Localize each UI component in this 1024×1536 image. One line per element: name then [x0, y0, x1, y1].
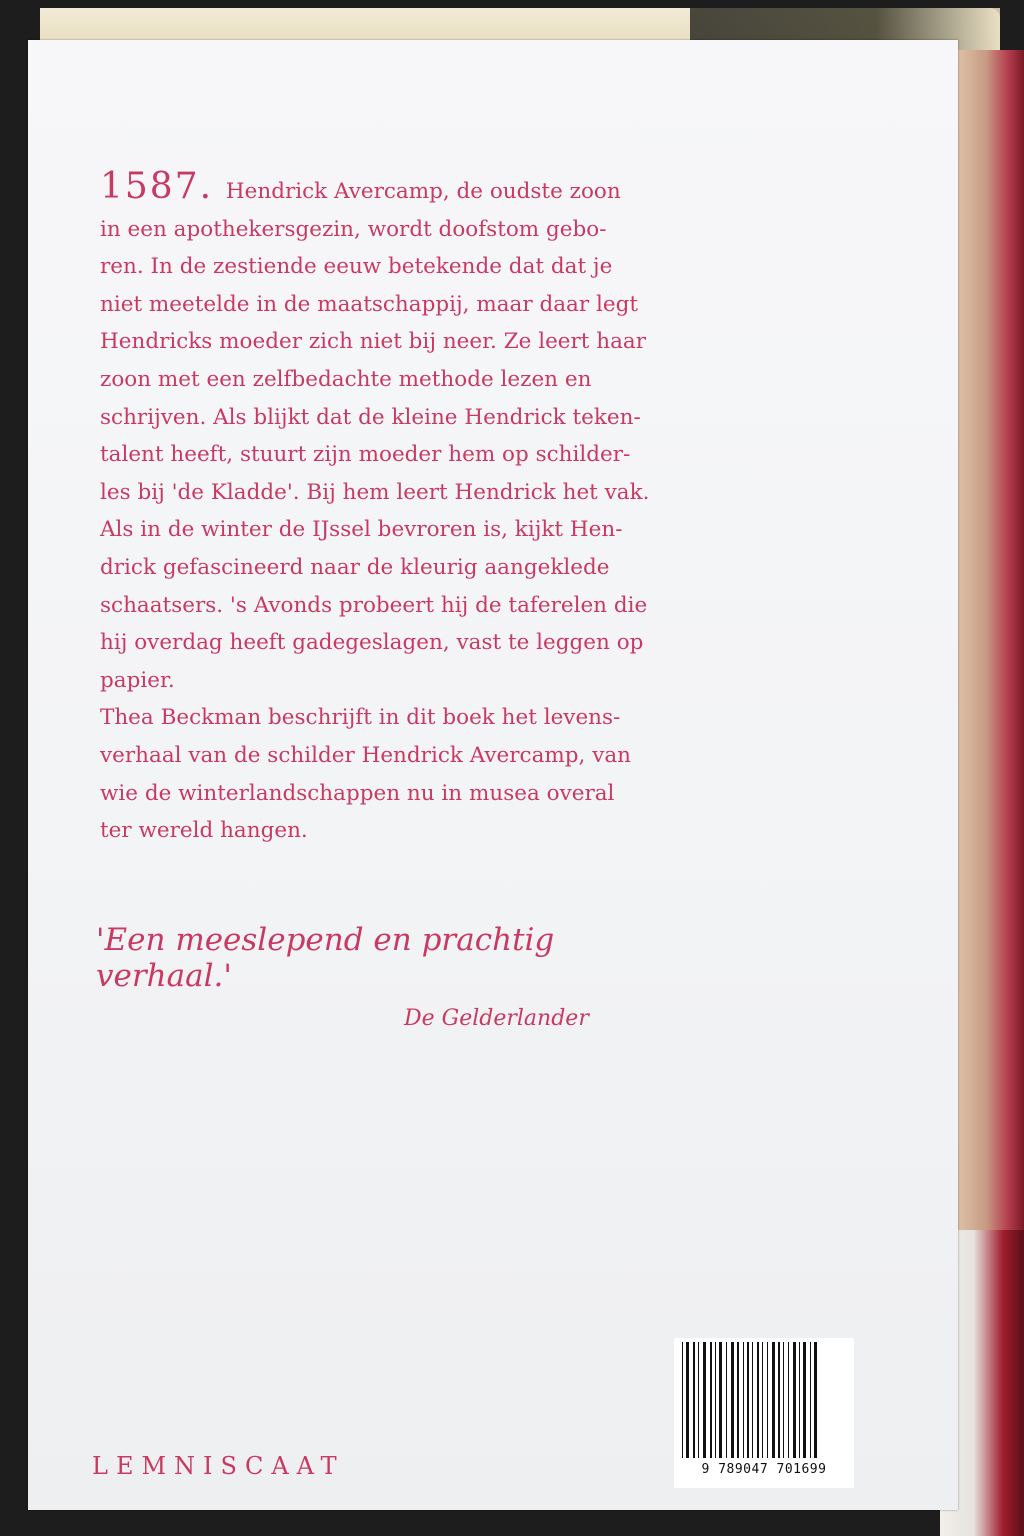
barcode-bar: [710, 1342, 712, 1458]
barcode-bar: [715, 1342, 716, 1458]
blurb-year: 1587.: [100, 166, 214, 207]
barcode: [674, 1338, 854, 1488]
barcode-bar: [803, 1342, 806, 1458]
barcode-bar: [783, 1342, 784, 1458]
review-quote: 'Een meeslepend en prachtig verhaal.': [96, 922, 555, 994]
barcode-isbn: 9 789047 701699: [701, 1462, 827, 1477]
barcode-bar: [682, 1342, 683, 1458]
barcode-bar: [814, 1342, 817, 1458]
barcode-bar: [743, 1342, 744, 1458]
barcode-bar: [810, 1342, 811, 1458]
barcode-bar: [737, 1342, 739, 1458]
barcode-bar: [757, 1342, 759, 1458]
barcode-bar: [772, 1342, 775, 1458]
barcode-bar: [726, 1342, 727, 1458]
blurb-text: Hendrick Avercamp, de oudste zoon in een apothekersgezin, wordt doofstom gebo- ren. In de zestiende eeuw betekende dat dat je niet meetelde in de maatschappij, maar daar legt Hendricks moeder zich niet bij neer. Ze leert haar zoon met een zelfbedachte methode lezen en schrijven. Als blijkt dat de kleine Hendrick teken- talent heeft, stuurt zijn moeder hem op schilder- les bij 'de Kladde'. Bij hem leert Hendrick het vak. Als in de winter de IJssel bevroren is, kijkt Hen- drick gefascineerd naar de kleurig aangeklede schaatsers. 's Avonds probeert hij de taferelen die hij overdag heeft gadegeslagen, vast te leggen op papier. Thea Beckman beschrijft in dit boek het levens- verhaal van de schilder Hendrick Avercamp, van wie de winterlandschappen nu in musea overal ter wereld hangen.: [100, 179, 650, 844]
barcode-bar: [752, 1342, 753, 1458]
barcode-bar: [693, 1342, 695, 1458]
barcode-bars: [678, 1342, 850, 1460]
barcode-bar: [719, 1342, 722, 1458]
review-source: De Gelderlander: [404, 1006, 589, 1031]
barcode-bar: [799, 1342, 800, 1458]
back-cover-blurb: [100, 168, 712, 850]
barcode-bar: [762, 1342, 763, 1458]
barcode-bar: [793, 1342, 796, 1458]
barcode-bar: [747, 1342, 749, 1458]
barcode-bar: [686, 1342, 689, 1458]
barcode-bar: [731, 1342, 734, 1458]
barcode-bar: [703, 1342, 706, 1458]
barcode-bar: [788, 1342, 789, 1458]
publisher-logo-text: LEMNISCAAT: [92, 1452, 345, 1480]
barcode-bar: [778, 1342, 780, 1458]
barcode-bar: [767, 1342, 768, 1458]
barcode-bar: [698, 1342, 699, 1458]
